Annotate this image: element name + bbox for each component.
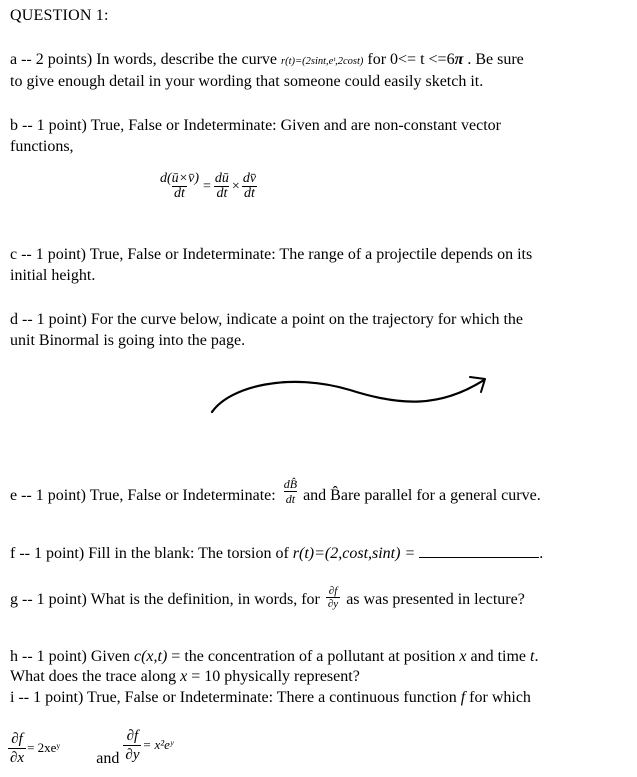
- part-i-eq2-rhs: = x²eʸ: [142, 737, 174, 752]
- part-i-eq1-fraction: [8, 730, 26, 767]
- part-i-f: f: [460, 689, 466, 706]
- part-h-dot: .: [534, 648, 539, 665]
- part-d-line1: d -- 1 point) For the curve below, indicate a point on the trajectory for which the: [10, 311, 524, 328]
- part-g-fraction: [326, 585, 340, 610]
- part-e-denominator: dt: [285, 492, 296, 506]
- part-f-answer-blank[interactable]: [419, 543, 539, 558]
- part-a-prefix: a -- 2 points) In words, describe the curve: [10, 51, 278, 68]
- part-c-line2: initial height.: [10, 267, 96, 284]
- part-g-prefix: g -- 1 point) What is the definition, in words, for: [10, 591, 320, 608]
- eq-term2-denominator: dt: [243, 186, 255, 201]
- eq-term1-denominator: dt: [216, 186, 228, 201]
- part-e-line: [10, 477, 541, 506]
- part-a-line1: [10, 50, 524, 72]
- part-i-and: and: [96, 750, 120, 767]
- part-h-function: c(x,t): [133, 648, 168, 665]
- part-d-line2: unit Binormal is going into the page.: [10, 332, 246, 349]
- trajectory-curve-drawing[interactable]: [200, 368, 500, 428]
- part-e-bhat: B̂: [330, 487, 341, 504]
- part-a-line2: to give enough detail in your wording that someone could easily sketch it.: [10, 73, 484, 90]
- part-b-line2: functions,: [10, 138, 74, 155]
- part-h-x: x: [459, 648, 467, 665]
- part-e-fraction: [282, 477, 299, 506]
- eq-term1-fraction: [213, 172, 231, 201]
- part-i-eq2-fraction: [123, 727, 141, 764]
- part-h-and: and time: [470, 648, 527, 665]
- part-h-question-end: = 10 physically represent?: [191, 668, 360, 685]
- part-i-eq2-denominator: ∂y: [125, 746, 140, 763]
- part-f-end: .: [539, 545, 544, 562]
- part-b-line1: b -- 1 point) True, False or Indeterminate: Given and are non-constant vector: [10, 117, 501, 134]
- part-g-denominator: ∂y: [327, 598, 339, 610]
- trajectory-curve[interactable]: [212, 380, 484, 412]
- part-c-line1: c -- 1 point) True, False or Indeterminate: The range of a projectile depends on its: [10, 246, 533, 263]
- part-b-equation: [158, 172, 258, 201]
- part-f-line: [10, 543, 543, 564]
- part-a-middle: for 0<= t <=6: [367, 51, 455, 68]
- part-i-line1: [10, 688, 531, 708]
- part-i-equations: [8, 728, 173, 768]
- part-g-numerator: ∂f: [328, 585, 338, 597]
- part-g-suffix: as was presented in lecture?: [346, 591, 525, 608]
- eq-lhs-denominator: dt: [174, 186, 185, 201]
- eq-times: ×: [231, 178, 240, 194]
- part-e-and: and: [303, 487, 327, 504]
- eq-equals: =: [203, 178, 211, 194]
- part-h-x2: x: [180, 668, 188, 685]
- part-h-line1: [10, 647, 538, 667]
- part-i-eq1-numerator: ∂f: [11, 730, 23, 747]
- part-i-eq2-numerator: ∂f: [126, 727, 139, 744]
- part-a-after: . Be sure: [467, 51, 524, 68]
- part-f-curve: r(t)=(2,cost,sint) =: [292, 545, 416, 562]
- part-h-desc: = the concentration of a pollutant at position: [171, 648, 456, 665]
- eq-term1-numerator: dū: [214, 171, 229, 186]
- question-title: QUESTION 1:: [10, 7, 109, 24]
- part-e-numerator: dB̂: [283, 477, 298, 491]
- part-i-eq1-rhs: = 2xeʸ: [27, 740, 61, 755]
- part-e-prefix: e -- 1 point) True, False or Indeterminate:: [10, 487, 276, 504]
- part-h-question: What does the trace along: [10, 668, 177, 685]
- eq-term2-fraction: [241, 172, 258, 201]
- part-i-suffix: for which: [469, 689, 531, 706]
- part-f-prefix: f -- 1 point) Fill in the blank: The torsion of: [10, 545, 289, 562]
- part-g-line: [10, 585, 525, 610]
- part-h-t: t: [530, 648, 535, 665]
- eq-lhs-fraction: [158, 172, 201, 201]
- part-a-pi: π: [454, 51, 464, 68]
- part-i-prefix: i -- 1 point) True, False or Indeterminate: There a continuous function: [10, 689, 457, 706]
- part-i-eq1-denominator: ∂x: [10, 749, 25, 766]
- eq-lhs-numerator: d(ū×v̄): [160, 171, 199, 186]
- part-h-intro: h -- 1 point) Given: [10, 648, 130, 665]
- part-a-curve: r(t)=(2sint,eᵗ,2cost): [281, 56, 364, 67]
- part-h-line2: [10, 667, 360, 687]
- part-e-rest: are parallel for a general curve.: [340, 487, 541, 504]
- eq-term2-numerator: dv̄: [242, 171, 257, 186]
